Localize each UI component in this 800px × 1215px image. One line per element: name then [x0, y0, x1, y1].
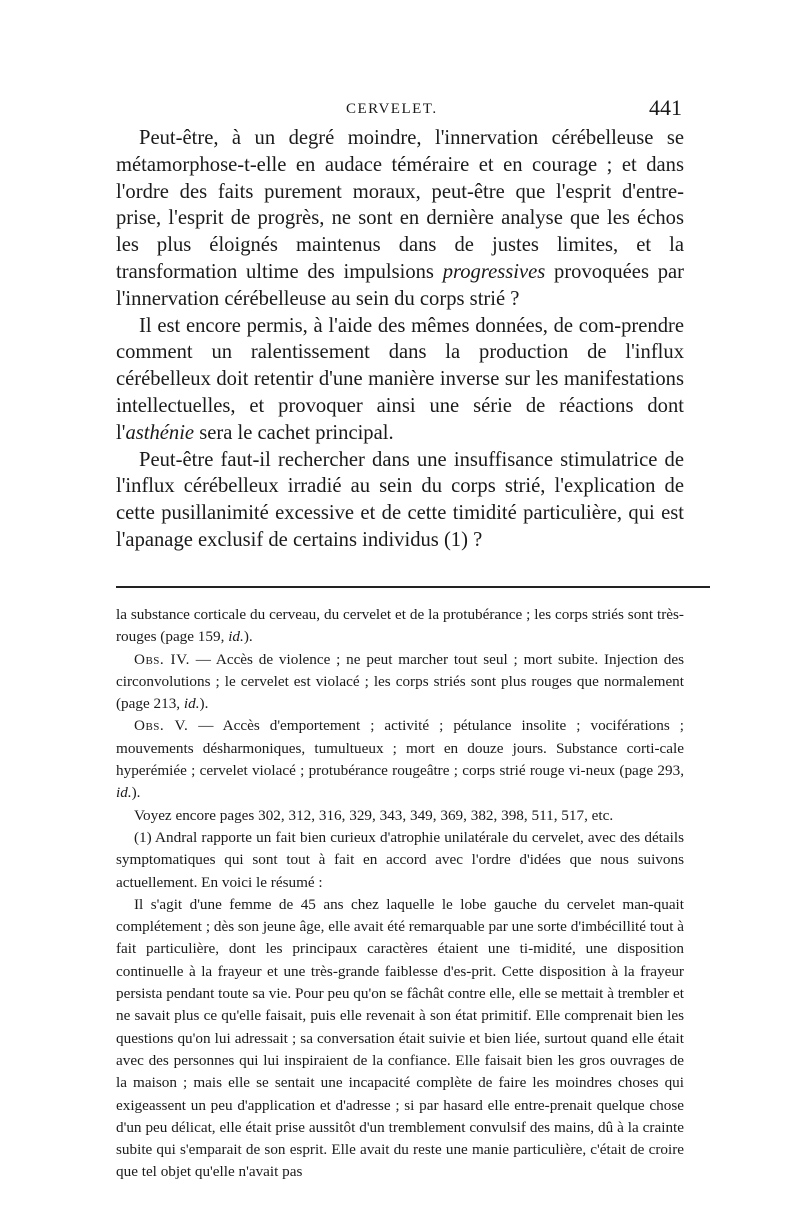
case-summary: Il s'agit d'une femme de 45 ans chez laquelle le lobe gauche du cervelet man-quait complétement ; dès son jeune âge, elle avait été remarquable par une sorte d'imbécillité tout à fait particulière, dont les principaux caractères étaient une ti-midité, une disposition continuelle à la frayeur et une très-grande faiblesse d'es-prit. Cette disposition à la frayeur persista pendant toute sa vie. Pour peu qu'on se fâchât contre elle, elle se mettait à trembler et ne savait plus ce qu'elle faisait, puis elle revenait à son état primitif. Elle comprenait bien les questions qu'on lui adressait ; sa conversation était suivie et bien liée, surtout quand elle était avec des personnes qui lui inspiraient de la confiance. Elle faisait bien les gros ouvrages de la maison ; mais elle se sentait une incapacité complète de faire les moindres choses qui exigeassent un peu d'application et d'adresse ; si par hasard elle entre-prenait quelque chose d'un peu délicat, elle était prise aussitôt d'un tremblement convulsif des mains, dû à la crainte subite qui s'emparait de son esprit. Elle avait du reste une manie particulière, c'était de croire que tel objet qu'elle n'avait pas	[116, 895, 684, 1181]
footnotes	[116, 604, 684, 1184]
paragraph-3: Peut-être faut-il rechercher dans une insuffisance stimulatrice de l'influx cérébelleux irradié au sein du corps strié, l'explication de cette pusillanimité excessive et de cette timidité particulière, qui est l'apanage exclusif de certains individus (1) ?	[116, 448, 684, 551]
paragraph-1: Peut-être, à un degré moindre, l'innervation cérébelleuse se métamorphose-t-elle en audace téméraire et en courage ; et dans l'ordre des faits purement moraux, peut-être que l'esprit d'entre-prise, l'esprit de progrès, ne sont en dernière analyse que les échos les plus éloignés maintenus dans de justes limites, et la transformation ultime des impulsions progressives provoquées par l'innervation cérébelleuse au sein du corps strié ?	[116, 127, 685, 310]
footnote-continuation: la substance corticale du cerveau, du cervelet et de la protubérance ; les corps striés sont très-rouges (page 159, id.).	[116, 606, 684, 646]
running-title: CERVELET.	[346, 101, 438, 117]
page-references: Voyez encore pages 302, 312, 316, 329, 343, 349, 369, 382, 398, 511, 517, etc.	[134, 806, 614, 824]
main-text	[116, 125, 684, 554]
footnote-1: (1) Andral rapporte un fait bien curieux d'atrophie unilatérale du cervelet, avec des détails symptomatiques qui sont tout à fait en accord avec l'ordre d'idées que nous suivons actuellement. En voici le résumé :	[116, 828, 684, 891]
footnote-rule	[116, 586, 710, 588]
paragraph-2: Il est encore permis, à l'aide des mêmes données, de com-prendre comment un ralentissement dans la production de l'influx cérébelleux doit retentir d'une manière inverse sur les manifestations intellectuelles, et provoquer ainsi une série de réactions dont l'asthénie sera le cachet principal.	[116, 314, 684, 444]
observation-4: Obs. IV. — Accès de violence ; ne peut marcher tout seul ; mort subite. Injection des circonvolutions ; le cervelet est violacé ; les corps striés sont plus rouges que normalement (page 213, id.).	[116, 650, 684, 713]
page-number: 441	[649, 95, 682, 120]
running-head	[116, 97, 682, 125]
observation-5: Obs. V. — Accès d'emportement ; activité ; pétulance insolite ; vociférations ; mouvements désharmoniques, tumultueux ; mort en douze jours. Substance corti-cale hyperémiée ; cervelet violacé ; protubérance rougeâtre ; corps strié rouge vi-neux (page 293, id.).	[116, 717, 684, 802]
